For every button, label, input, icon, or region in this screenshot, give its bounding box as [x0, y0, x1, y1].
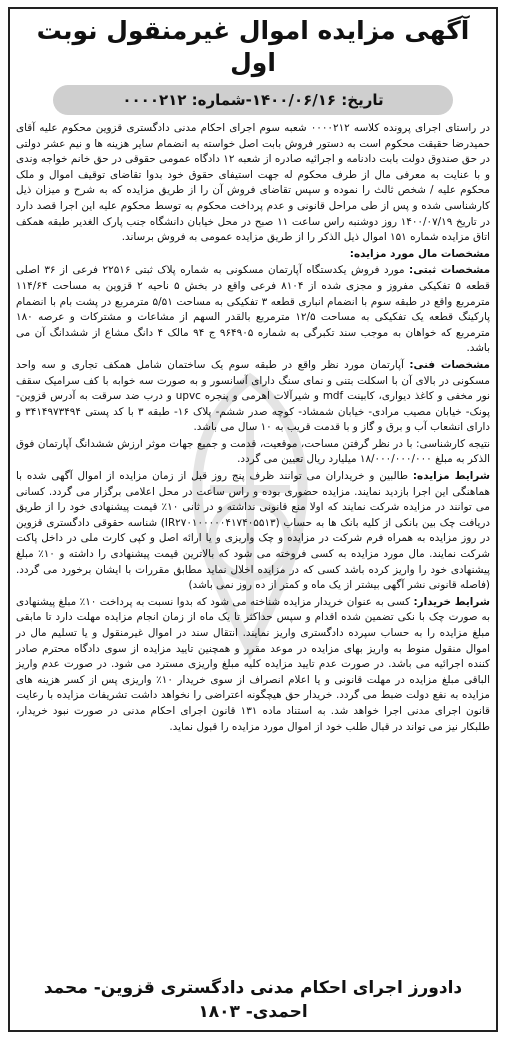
intro-paragraph: در راستای اجرای پرونده کلاسه ۰۰۰۰۲۱۲ شعبه سوم اجرای احکام مدنی دادگستری قزوین محکوم علیه آقای حمیدرضا حقیقت محکوم است به دستور فروش بابت اصل خواسته به انضمام سایر هزینه ها و نیم عشر دولتی در حق صندوق دولت بابت دادنامه و اجرائیه صادره از شعبه ۱۲ دادگاه عمومی حقوقی در حق خانم خواجه وندی و با عنایت به معرفی مال از طرف محکوم له جهت استیفای حقوق خود بدوا تقاضای توقیف اموال و ملک محکوم علیه / شخص ثالث را نموده و سپس تقاضای فروش آن را از طریق مزایده که به شرح و میزان ذیل کارشناسی شده و پس از طی مراحل قانونی و عدم پرداخت محکوم به توسط محکوم علیه این اجرا قصد دارد در تاریخ ۱۴۰۰/۰۷/۱۹ روز دوشنبه راس ساعت ۱۱ صبح در محل خیابان دانشگاه جنب پارک الغدیر طبقه همکف اتاق مزایده شماره ۱۵۱ اموال ذیل الذکر را از طریق مزایده عمومی به فروش برساند.	[16, 122, 491, 244]
technical-paragraph	[16, 358, 490, 436]
notice-title: آگهی مزایده اموال غیرمنقول نوبت اول	[36, 16, 470, 77]
auction-paragraph	[16, 469, 490, 594]
buyer-text: کسی به عنوان خریدار مزایده شناخته می شود که بدوا نسبت به پرداخت ۱۰٪ مبلغ پیشنهادی به صورت چک با نکی تضمین شده اقدام و سپس حداکثر تا یک ماه از زمان انجام مزایده مهلت دارد تا مابقی مبلغ مزایده را به حساب سپرده دادگستری واریز نمایند. انتقال سند در اموال غیرمنقول و یا تسلیم مال در اموال منقول منوط به واریز بهای مزایده در موعد مقرر و همچنین تایید مزایده از سوی دادگاه محترم صادر کننده اجرائیه می باشد. در صورت عدم تایید مزایده کلیه مبلغ واریزی مسترد می شود. در صورت عدم واریز الباقی مبلغ مزایده در مهلت قانونی و یا اعلام انصراف از سوی خریدار ۱۰٪ واریزی پس از کسر هزینه های مزایده به نفع دولت ضبط می گردد. خریدار حق هیچگونه اعتراضی را نخواهد داشت تشریفات مزایده با رعایت قانون اجرای مدنی اجرا خواهد شد. به استناد ماده ۱۳۱ قانون اجرای احکام مدنی در صورت نبود خریدار، طلبکار نیز می تواند در قبال طلب خود از اموال مورد مزایده را قبول نماید.	[16, 595, 490, 733]
technical-label: مشخصات فنی:	[409, 358, 490, 371]
specs-heading: مشخصات مال مورد مزایده:	[349, 247, 490, 260]
auction-text: طالبین و خریداران می توانند ظرف پنج روز قبل از زمان مزایده از اموال آگهی شده با هماهنگی این اجرا بازدید نمایند. مزایده حضوری بوده و راس ساعت در محل اعلامی برگزار می گردد. کسانی می توانند در مزایده شرکت نمایند که اولا منع قانونی نداشته و در ثانی ۱۰٪ قیمت پیشنهادی خود را از طریق دریافت چک بین بانکی از کلیه بانک ها به حساب (IR۲۷۰۱۰۰۰۰۰۴۱۷۴۰۵۵۱۳) شناسه حقوقی دادگستری قزوین در روز مزایده به همراه فرم شرکت در مزایده و چک واریزی و یا ارائه اصل و کپی کارت ملی در داخل پاکت شرکت نمایند. مال مورد مزایده به کسی فروخته می شود که بالاترین قیمت پیشنهادی را داشته و ۱۰٪ مبلغ پیشنهادی خود را واریز کرده باشد کسی که در مزایده اخلال نماید مطابق مقررات با ایشان برخورد می گردد. (فاصله قانونی نشر آگهی بیشتر از یک ماه و کمتر از ده روز نمی باشد)	[16, 470, 490, 592]
expert-result: نتیجه کارشناسی: با در نظر گرفتن مساحت، موقعیت، قدمت و جمیع جهات موثر ارزش ششدانگ آپارتمان فوق الذکر به مبلغ ۱۸/۰۰۰/۰۰۰/۰۰۰ میلیارد ریال تعیین می گردد.	[16, 437, 490, 466]
buyer-label: شرایط خریدار:	[413, 595, 490, 608]
registry-label: مشخصات ثبتی:	[409, 264, 491, 277]
buyer-paragraph	[16, 595, 490, 735]
technical-text: آپارتمان مورد نظر واقع در طبقه سوم یک ساختمان شامل همکف تجاری و سه واحد مسکونی در بالای آن با اسکلت بتنی و نمای سنگ دارای آسانسور و به صورت سه خوابه با کف سرامیک سقف نور مخفی و کاغذ دیواری، کابینت mdf و شیرآلات اهرمی و پنجره upvc و درب ضد سرقت به آدرس قزوین- پونک- خیابان مصیب مرادی- خیابان شمشاد- کوچه صدر ششم- پلاک ۱۶- طبقه ۳ با کد پستی ۳۴۱۴۹۷۳۴۹۴ و دارای انشعاب آب و برق و گاز و با قدمت قریب به ۱۰ سال می باشد.	[16, 358, 491, 434]
notice-body	[10, 121, 496, 735]
auction-label: شرایط مزایده:	[412, 470, 490, 483]
registry-text: مورد فروش یکدستگاه آپارتمان مسکونی به شماره پلاک ثبتی ۲۲۵۱۶ فرعی از ۳۶ اصلی قطعه ۵ تفکیکی مفروز و مجزی شده از ۸۱۰۴ فرعی واقع در بخش ۵ ناحیه ۲ قزوین به مساحت ۱۱۴/۶۴ مترمربع واقع در طبقه سوم با انضمام انباری قطعه ۳ تفکیکی به مساحت ۵/۵۱ مترمربع در پشت بام با انضمام پارکینگ قطعه یک تفکیکی به مساحت ۱۲/۵ مترمربع بالقدر السهم از مشاعات و مشترکات و عرصه ۱۸۰ مترمربع که خواهان به موجب سند تکبرگی به شماره ۹۶۴۹۰۵ ج ۹۴ مالک ۴ دانگ مشاع از ششدانگ آن می باشد.	[16, 264, 491, 355]
registry-paragraph	[16, 263, 490, 357]
notice-page	[8, 7, 498, 1032]
date-number-bar: تاریخ: ۱۴۰۰/۰۶/۱۶-شماره: ۰۰۰۰۲۱۲	[53, 85, 453, 115]
signature-line: دادورز اجرای احکام مدنی دادگستری قزوین- محمد احمدی- ۱۸۰۳	[43, 978, 463, 1022]
